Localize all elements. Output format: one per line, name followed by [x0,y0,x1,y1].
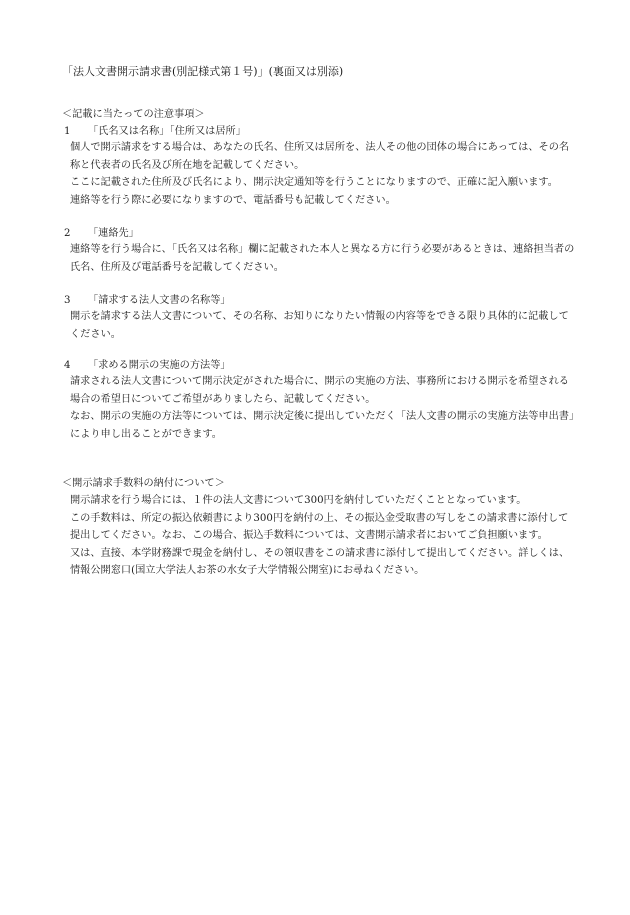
item-2-paragraph: 連絡等を行う場合に、「氏名又は名称」欄に記載された本人と異なる方に行う必要があるときは、連絡担当者の氏名、住所及び電話番号を記載してください。 [70,244,575,273]
item-3-paragraph: 開示を請求する法人文書について、その名称、お知りになりたい情報の内容等をできる限り具体的に記載してください。 [70,311,569,340]
item-1-number: 1 [64,126,71,137]
item-2-body [70,241,575,276]
notes-heading: ＜記載に当たっての注意事項＞ [62,109,205,120]
item-4-paragraph: 請求される法人文書について開示決定がされた場合に、開示の実施の方法、事務所における開示を希望される場合の希望日についてご希望がありましたら、記載してください。 [70,376,569,405]
fee-paragraph: この手数料は、所定の振込依頼書により300円を納付の上、その振込金受取書の写しをこの請求書に添付して提出してください。なお、この場合、振込手数料については、文書開示請求者においてご負担願います。 [70,512,569,542]
document-title: 「法人文書開示請求書(別記様式第１号)」(裏面又は別添) [62,65,344,78]
item-4-heading [64,359,231,373]
item-4-paragraph: なお、開示の実施の方法等については、開示決定後に提出していただく「法人文書の開示の実施方法等申出書」により申し出ることができます。 [70,411,575,440]
item-4-title: 「求める開示の実施の方法等」 [88,360,231,371]
item-1-paragraph: 個人で開示請求をする場合は、あなたの氏名、住所又は居所を、法人その他の団体の場合にあっては、その名称と代表者の氏名及び所在地を記載してください。 [70,142,570,171]
item-2-title: 「連絡先」 [88,228,139,239]
item-4-body [70,373,575,443]
item-1-body [70,139,575,209]
item-3-number: 3 [64,295,71,306]
item-3-heading [64,294,231,308]
fee-heading: ＜開示請求手数料の納付について＞ [62,478,225,489]
fee-paragraph: 又は、直接、本学財務課で現金を納付し、その領収書をこの請求書に添付して提出してください。詳しくは、情報公開窓口(国立大学法人お茶の水女子大学情報公開室)にお尋ねください。 [70,547,570,577]
item-1-paragraph: 連絡等を行う際に必要になりますので、電話番号も記載してください。 [70,194,396,206]
item-4-number: 4 [64,360,71,371]
item-1-paragraph: ここに記載された住所及び氏名により、開示決定通知等を行うことになりますので、正確に記入願います。 [70,177,558,189]
item-1-title: 「氏名又は名称」「住所又は居所」 [88,126,246,137]
item-3-title: 「請求する法人文書の名称等」 [88,295,231,306]
item-3-body [70,308,575,343]
fee-body [70,492,575,580]
item-2-heading [64,227,139,241]
item-2-number: 2 [64,228,71,239]
fee-paragraph: 開示請求を行う場合には、１件の法人文書について300円を納付していただくこととなっています。 [70,495,527,506]
item-1-heading [64,125,246,139]
